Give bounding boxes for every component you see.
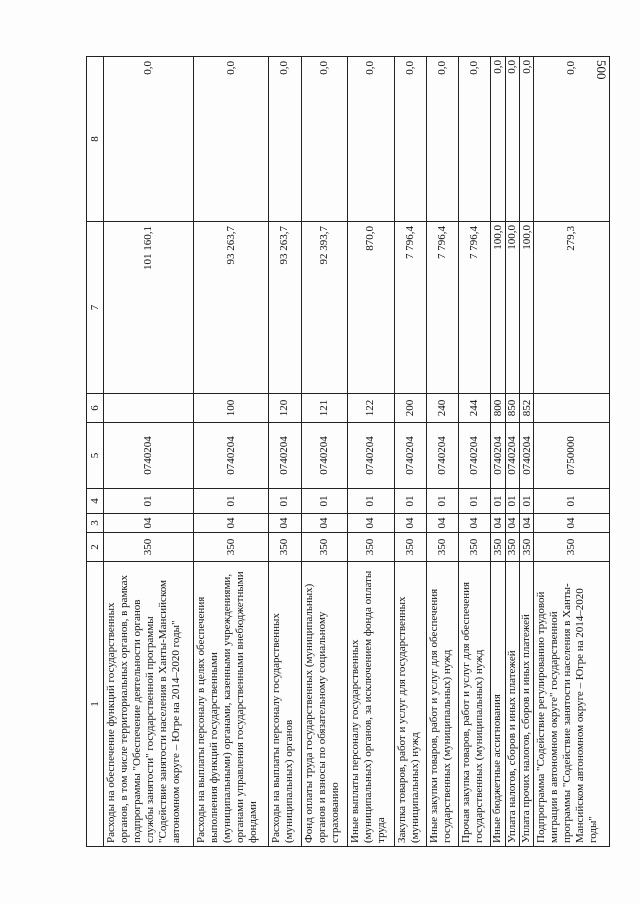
row-description: Фонд оплаты труда государственных (муниципальных) органов и взносы по обязательному социальному страхованию (301, 562, 348, 847)
code-cell: 01 (520, 489, 534, 514)
code-cell: 01 (269, 489, 301, 514)
row-description: Прочая закупка товаров, работ и услуг для обеспечения государственных (муниципальных) нужд (459, 562, 491, 847)
code-cell (104, 394, 194, 423)
code-cell: 350 (348, 533, 395, 562)
code-cell: 350 (301, 533, 348, 562)
code-cell: 0740204 (459, 423, 491, 489)
code-cell: 0740204 (394, 423, 426, 489)
column-number: 8 (87, 57, 104, 222)
code-cell: 350 (505, 533, 519, 562)
code-cell: 0740204 (193, 423, 268, 489)
table-row (491, 57, 505, 847)
table-row (505, 57, 519, 847)
code-cell: 01 (193, 489, 268, 514)
amount-cell: 0,0 (394, 57, 426, 222)
amount-cell: 0,0 (459, 57, 491, 222)
row-description: Расходы на выплаты персоналу государственных (муниципальных) органов (269, 562, 301, 847)
column-number: 1 (87, 562, 104, 847)
row-description: Подпрограмма "Содействие регулированию трудовой миграции в автономном округе" государственной программы "Содействие занятости населения в Ханты-Мансийском автономном округе – Югре на 2014–2020 годы" (534, 562, 610, 847)
code-cell: 350 (426, 533, 458, 562)
code-cell: 0740204 (426, 423, 458, 489)
code-cell: 0750000 (534, 423, 610, 489)
row-description: Расходы на обеспечение функций государственных органов, в том числе территориальных органов, в рамках подпрограммы "Обеспечение деятельности органов службы занятости" государственной программы "Содействие занятости населения в Ханты-Мансийском автономном округе – Югре на 2014–2020 годы" (104, 562, 194, 847)
code-cell: 04 (193, 514, 268, 533)
amount-cell: 100,0 (520, 222, 534, 394)
code-cell: 350 (193, 533, 268, 562)
code-cell: 852 (520, 394, 534, 423)
code-cell: 850 (505, 394, 519, 423)
table-row (348, 57, 395, 847)
row-description: Закупка товаров, работ и услуг для государственных (муниципальных) нужд (394, 562, 426, 847)
column-number: 3 (87, 514, 104, 533)
table-row (193, 57, 268, 847)
column-number: 6 (87, 394, 104, 423)
amount-cell: 870,0 (348, 222, 395, 394)
code-cell: 350 (104, 533, 194, 562)
row-description: Расходы на выплаты персоналу в целях обеспечения выполнения функций государственными (муниципальными) органами, казенными учреждениями, органами управления государственными внебюджетными фондами (193, 562, 268, 847)
code-cell: 240 (426, 394, 458, 423)
code-cell: 01 (426, 489, 458, 514)
table-row (104, 57, 194, 847)
code-cell: 04 (520, 514, 534, 533)
amount-cell: 0,0 (520, 57, 534, 222)
amount-cell: 0,0 (301, 57, 348, 222)
budget-table (86, 56, 610, 847)
code-cell: 0740204 (505, 423, 519, 489)
amount-cell: 0,0 (491, 57, 505, 222)
table-row (534, 57, 610, 847)
column-number: 4 (87, 489, 104, 514)
code-cell: 01 (394, 489, 426, 514)
column-number: 7 (87, 222, 104, 394)
code-cell: 122 (348, 394, 395, 423)
code-cell: 01 (459, 489, 491, 514)
code-cell: 01 (505, 489, 519, 514)
code-cell: 04 (348, 514, 395, 533)
amount-cell: 279,3 (534, 222, 610, 394)
code-cell: 04 (426, 514, 458, 533)
code-cell: 350 (520, 533, 534, 562)
code-cell: 04 (505, 514, 519, 533)
code-cell: 0740204 (520, 423, 534, 489)
code-cell: 244 (459, 394, 491, 423)
row-description: Уплата прочих налогов, сборов и иных платежей (520, 562, 534, 847)
code-cell: 350 (534, 533, 610, 562)
code-cell: 04 (459, 514, 491, 533)
amount-cell: 0,0 (193, 57, 268, 222)
amount-cell: 7 796,4 (426, 222, 458, 394)
code-cell: 0740204 (301, 423, 348, 489)
code-cell: 350 (394, 533, 426, 562)
code-cell: 200 (394, 394, 426, 423)
code-cell: 04 (394, 514, 426, 533)
amount-cell: 0,0 (348, 57, 395, 222)
table-row (520, 57, 534, 847)
amount-cell: 101 160,1 (104, 222, 194, 394)
amount-cell: 93 263,7 (269, 222, 301, 394)
amount-cell: 0,0 (104, 57, 194, 222)
amount-cell: 0,0 (426, 57, 458, 222)
code-cell: 0740204 (348, 423, 395, 489)
code-cell: 350 (269, 533, 301, 562)
code-cell: 120 (269, 394, 301, 423)
code-cell: 04 (301, 514, 348, 533)
column-number-row (87, 57, 104, 847)
code-cell: 01 (491, 489, 505, 514)
code-cell: 350 (491, 533, 505, 562)
code-cell: 100 (193, 394, 268, 423)
amount-cell: 0,0 (534, 57, 610, 222)
table-row (269, 57, 301, 847)
row-description: Уплата налогов, сборов и иных платежей (505, 562, 519, 847)
amount-cell: 0,0 (269, 57, 301, 222)
amount-cell: 93 263,7 (193, 222, 268, 394)
column-number: 5 (87, 423, 104, 489)
code-cell: 04 (104, 514, 194, 533)
table-row (459, 57, 491, 847)
amount-cell: 0,0 (505, 57, 519, 222)
code-cell: 04 (534, 514, 610, 533)
code-cell: 121 (301, 394, 348, 423)
row-description: Иные выплаты персоналу государственных (муниципальных) органов, за исключением фонда оплаты труда (348, 562, 395, 847)
page-number: 500 (594, 60, 609, 80)
code-cell: 04 (491, 514, 505, 533)
amount-cell: 100,0 (505, 222, 519, 394)
amount-cell: 7 796,4 (394, 222, 426, 394)
code-cell: 0740204 (491, 423, 505, 489)
table-row (301, 57, 348, 847)
code-cell: 01 (534, 489, 610, 514)
table-row (394, 57, 426, 847)
code-cell: 800 (491, 394, 505, 423)
row-description: Иные закупки товаров, работ и услуг для обеспечения государственных (муниципальных) нужд (426, 562, 458, 847)
amount-cell: 92 393,7 (301, 222, 348, 394)
code-cell: 0740204 (104, 423, 194, 489)
row-description: Иные бюджетные ассигнования (491, 562, 505, 847)
rotated-table-container (86, 57, 610, 847)
code-cell: 01 (348, 489, 395, 514)
amount-cell: 100,0 (491, 222, 505, 394)
code-cell (534, 394, 610, 423)
amount-cell: 7 796,4 (459, 222, 491, 394)
column-number: 2 (87, 533, 104, 562)
code-cell: 04 (269, 514, 301, 533)
code-cell: 350 (459, 533, 491, 562)
code-cell: 0740204 (269, 423, 301, 489)
code-cell: 01 (104, 489, 194, 514)
code-cell: 01 (301, 489, 348, 514)
table-row (426, 57, 458, 847)
